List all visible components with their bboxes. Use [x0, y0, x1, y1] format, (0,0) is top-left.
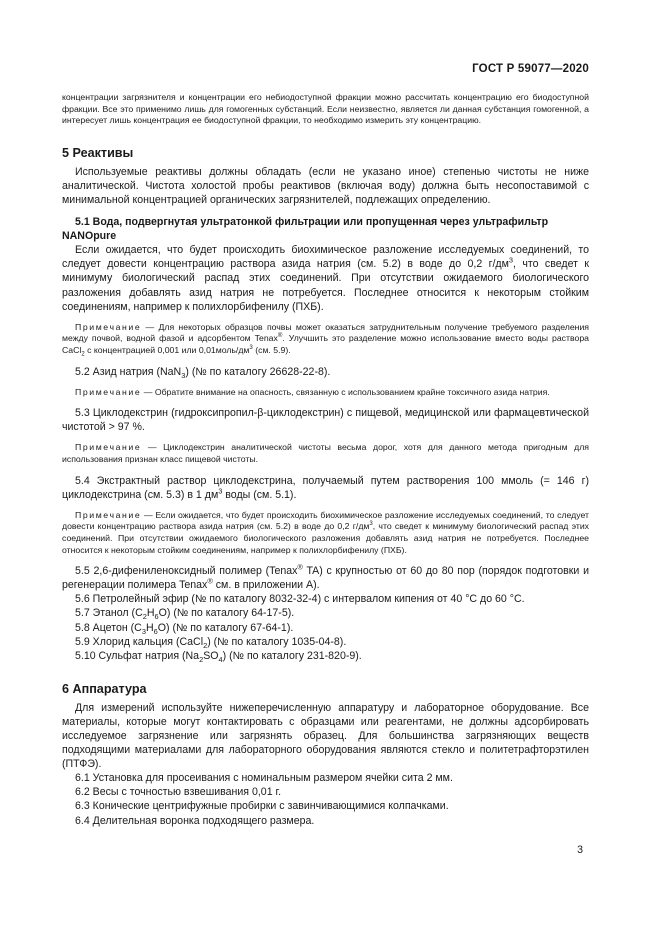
section-5-heading: 5 Реактивы	[62, 145, 134, 160]
page-content	[62, 92, 589, 828]
intro-paragraph: концентрации загрязнителя и концентрации его небиодоступной фракции можно рассчитать концентрацию его биодоступной фракции. Все это применимо лишь для гомогенных субстанций. Если неизвестно, является ли данная субстанция гомогенной, а интересует лишь концентрация ее биодоступной фракции, то необходимо измерить эту концентрацию.	[62, 92, 589, 126]
subsection-5-1-text: Если ожидается, что будет происходить биохимическое разложение исследуемых соединений, то следует довести концентрацию раствора азида натрия (см. 5.2) в воде до 0,2 $г/дм^3$, что сведет к минимуму биологический распад этих соединений. При отсутствии ожидаемого биологического разложения добавлять азид натрия не потребуется. Последнее относится к некоторым стойким соединениям, например к полихлорбифенилу (ПХБ).	[62, 244, 589, 313]
section-6-intro: Для измерений используйте нижеперечисленную аппаратуру и лабораторное оборудование. Все материалы, которые могут контактировать с образцами или реагентами, не должны адсорбировать исследуемое загрязнение или загрязнять образец. Для большинства загрязняющих веществ подходящими материалами для лабораторного оборудования являются стекло и политетрафторэтилен (ПТФЭ).	[62, 701, 589, 771]
item-5-5: 5.5 2,6-дифениленоксидный полимер (Tenax® TA) с крупностью от 60 до 80 пор (порядок подготовки и регенерации полимера Tenax® см. в приложении А).	[62, 562, 589, 592]
page-number: 3	[577, 844, 583, 856]
item-6-3: 6.3 Конические центрифужные пробирки с завинчивающимися колпачками.	[75, 800, 449, 813]
item-6-1: 6.1 Установка для просеивания с номинальным размером ячейки сита 2 мм.	[75, 772, 453, 785]
note-label: Примечание	[75, 321, 142, 332]
note-label: Примечание	[75, 442, 142, 453]
section-5-intro: Используемые реактивы должны обладать (если не указано иное) степенью чистоты не ниже аналитической. Чистота холостой пробы реактивов (включая воду) должна быть несопоставимой с минимальной концентрацией органических загрязнителей, подлежащих определению.	[62, 165, 589, 206]
item-5-10: 5.10 Сульфат натрия $(Na_2SO_4)$ (№ по каталогу 231-820-9).	[75, 649, 362, 664]
item-5-3: 5.3 Циклодекстрин (гидроксипропил-β-циклодекстрин) с пищевой, медицинской или фармацевтической чистотой > 97 %.	[62, 407, 589, 434]
standard-code: ГОСТ Р 59077—2020	[472, 63, 589, 75]
item-6-2: 6.2 Весы с точностью взвешивания 0,01 г.	[75, 786, 282, 799]
item-6-4: 6.4 Делительная воронка подходящего размера.	[75, 814, 315, 827]
note-2: Примечание — Обратите внимание на опасность, связанную с использованием крайне токсичного азида натрия.	[75, 386, 550, 397]
item-5-7: 5.7 Этанол $(C_2H_6O)$ (№ по каталогу 64-17-5).	[75, 607, 295, 622]
note-label: Примечание	[75, 386, 142, 397]
section-6-heading: 6 Аппаратура	[62, 681, 147, 696]
subsection-5-1-heading: 5.1 Вода, подвергнутая ультратонкой фильтрации или пропущенная через ультрафильтр NANOpure	[62, 216, 549, 243]
note-label: Примечание	[75, 509, 142, 520]
item-5-4: 5.4 Экстрактный раствор циклодекстрина, получаемый путем растворения 100 ммоль (= 146 г) циклодекстрина (см. 5.3) в 1 $дм^3$ воды (см. 5.1).	[62, 474, 589, 501]
note-1: Примечание — Для некоторых образцов почвы может оказаться затруднительным получение требуемого разделения между почвой, водной фазой и адсорбентом Tenax®. Улучшить это разделение можно использование вместо воды раствора CaCl$_2$ с концентрацией 0,001 или $0,01моль/дм^3$ (см. 5.9).	[62, 321, 589, 358]
note-4: Примечание — Если ожидается, что будет происходить биохимическое разложение исследуемых соединений, то следует довести концентрацию раствора азида натрия (см. 5.2) в воде до 0,2 $г/дм^3$, что сведет к минимуму биологический распад этих соединений. При отсутствии ожидаемого биологического разложения добавлять азид натрия не потребуется. Последнее относится к некоторым стойким соединениям, например к полихлорбифенилу (ПХБ).	[62, 509, 590, 555]
note-3: Примечание — Циклодекстрин аналитической чистоты весьма дорог, хотя для данного метода пригодным для использования признан класс пищевой чистоты.	[62, 442, 589, 464]
item-5-2: 5.2 Азид натрия (NaN$_3$) (№ по каталогу 26628-22-8).	[75, 365, 331, 380]
item-5-8: 5.8 Ацетон $(C_3H_6O)$ (№ по каталогу 67-64-1).	[75, 621, 294, 636]
item-5-9: 5.9 Хлорид кальция (CaCl$_2$) (№ по каталогу 1035-04-8).	[75, 635, 347, 650]
item-5-6: 5.6 Петролейный эфир (№ по каталогу 8032-32-4) с интервалом кипения от 40 °С до 60 °С.	[75, 593, 525, 606]
